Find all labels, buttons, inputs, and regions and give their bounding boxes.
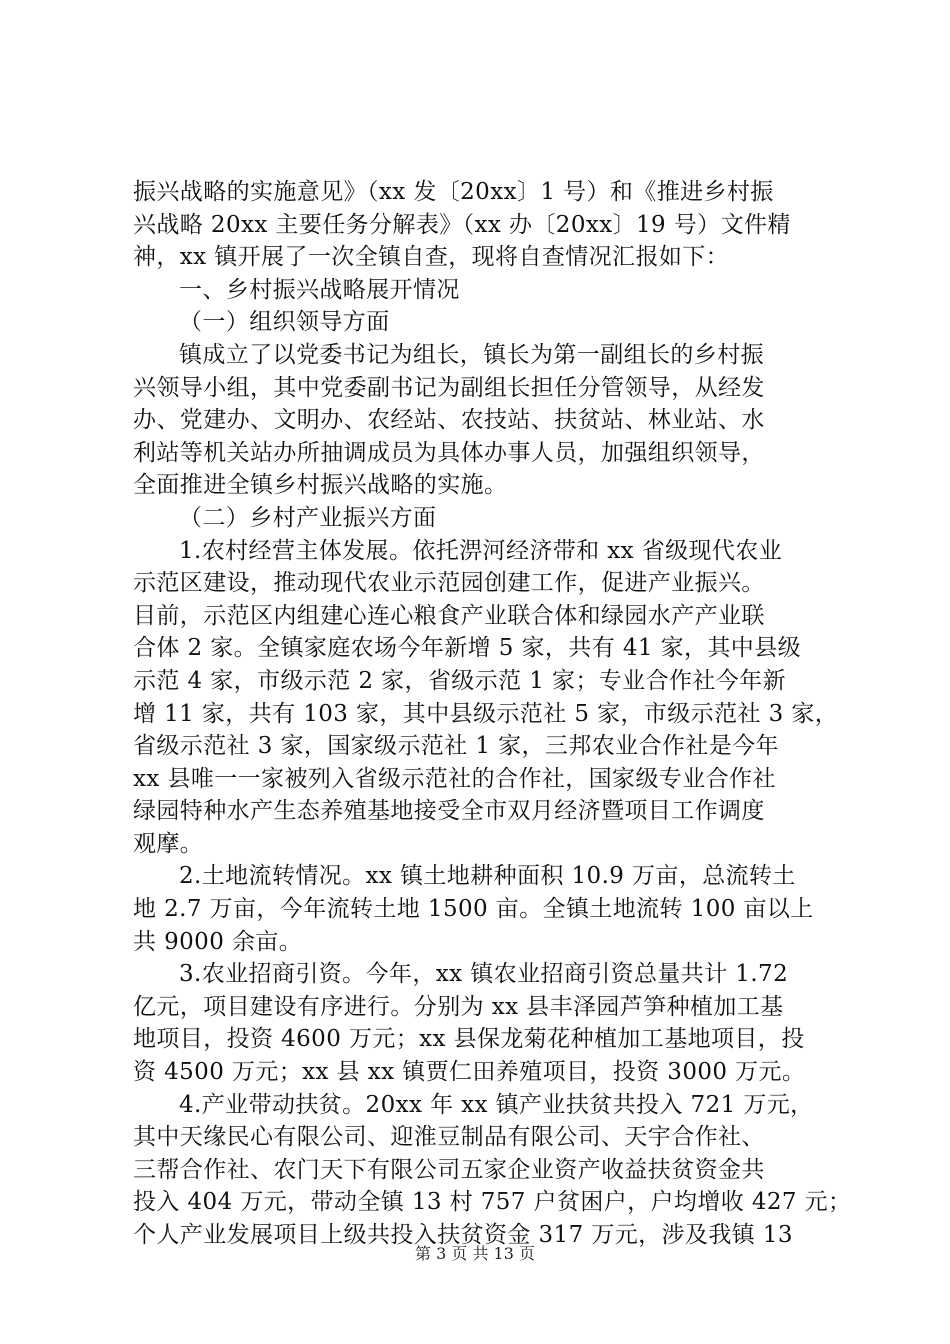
text-line: 办、党建办、文明办、农经站、农技站、扶贫站、林业站、水 xyxy=(133,407,765,434)
text-line: 地项目，投资 4600 万元；xx 县保龙菊花种植加工基地项目，投 xyxy=(133,1026,805,1053)
text-line: 全面推进全镇乡村振兴战略的实施。 xyxy=(133,472,508,499)
document-body xyxy=(133,176,852,1252)
text-line: 其中天缘民心有限公司、迎淮豆制品有限公司、天宇合作社、 xyxy=(133,1124,765,1151)
text-line: 共 9000 余亩。 xyxy=(133,928,303,955)
text-line: 利站等机关站办所抽调成员为具体办事人员，加强组织领导， xyxy=(133,439,765,466)
text-line: 目前，示范区内组建心连心粮食产业联合体和绿园水产产业联 xyxy=(133,602,765,629)
text-line: 兴战略 20xx 主要任务分解表》（xx 办〔20xx〕19 号）文件精 xyxy=(133,211,791,238)
text-line: 镇成立了以党委书记为组长，镇长为第一副组长的乡村振 xyxy=(179,341,764,368)
page-footer: 第 3 页 共 13 页 xyxy=(415,1244,535,1263)
text-line: 地 2.7 万亩，今年流转土地 1500 亩。全镇土地流转 100 亩以上 xyxy=(133,896,814,923)
text-line: 投入 404 万元，带动全镇 13 村 757 户贫困户，户均增收 427 元； xyxy=(133,1189,852,1216)
text-line: 1.农村经营主体发展。依托淠河经济带和 xx 省级现代农业 xyxy=(179,537,783,564)
text-line: xx 县唯一一家被列入省级示范社的合作社，国家级专业合作社 xyxy=(133,765,776,792)
text-line: 2.土地流转情况。xx 镇土地耕种面积 10.9 万亩，总流转土 xyxy=(179,863,796,890)
text-line: 个人产业发展项目上级共投入扶贫资金 317 万元，涉及我镇 13 xyxy=(133,1222,793,1248)
text-line: 绿园特种水产生态养殖基地接受全市双月经济暨项目工作调度 xyxy=(133,798,765,825)
text-line: 振兴战略的实施意见》（xx 发〔20xx〕1 号）和《推进乡村振 xyxy=(133,179,774,205)
text-line: 合体 2 家。全镇家庭农场今年新增 5 家，共有 41 家，其中县级 xyxy=(133,635,801,662)
text-line: 神，xx 镇开展了一次全镇自查，现将自查情况汇报如下： xyxy=(133,244,730,271)
text-line: （二）乡村产业振兴方面 xyxy=(179,504,437,531)
text-line: 三帮合作社、农门天下有限公司五家企业资产收益扶贫资金共 xyxy=(133,1156,765,1183)
text-line: 4.产业带动扶贫。20xx 年 xx 镇产业扶贫共投入 721 万元， xyxy=(179,1091,814,1118)
text-line: 兴领导小组，其中党委副书记为副组长担任分管领导，从经发 xyxy=(133,374,765,401)
text-line: 一、乡村振兴战略展开情况 xyxy=(179,276,460,303)
text-line: 资 4500 万元；xx 县 xx 镇贾仁田养殖项目，投资 3000 万元。 xyxy=(133,1059,806,1086)
text-line: （一）组织领导方面 xyxy=(179,309,390,336)
text-line: 3.农业招商引资。今年，xx 镇农业招商引资总量共计 1.72 xyxy=(179,961,789,988)
text-line: 省级示范社 3 家，国家级示范社 1 家，三邦农业合作社是今年 xyxy=(133,733,779,760)
text-line: 亿元，项目建设有序进行。分别为 xx 县丰泽园芦笋种植加工基 xyxy=(133,993,784,1020)
text-line: 观摩。 xyxy=(133,830,204,857)
text-line: 增 11 家，共有 103 家，其中县级示范社 5 家，市级示范社 3 家， xyxy=(133,700,839,727)
text-line: 示范 4 家，市级示范 2 家，省级示范 1 家；专业合作社今年新 xyxy=(133,667,786,694)
text-line: 示范区建设，推动现代农业示范园创建工作，促进产业振兴。 xyxy=(133,570,765,597)
